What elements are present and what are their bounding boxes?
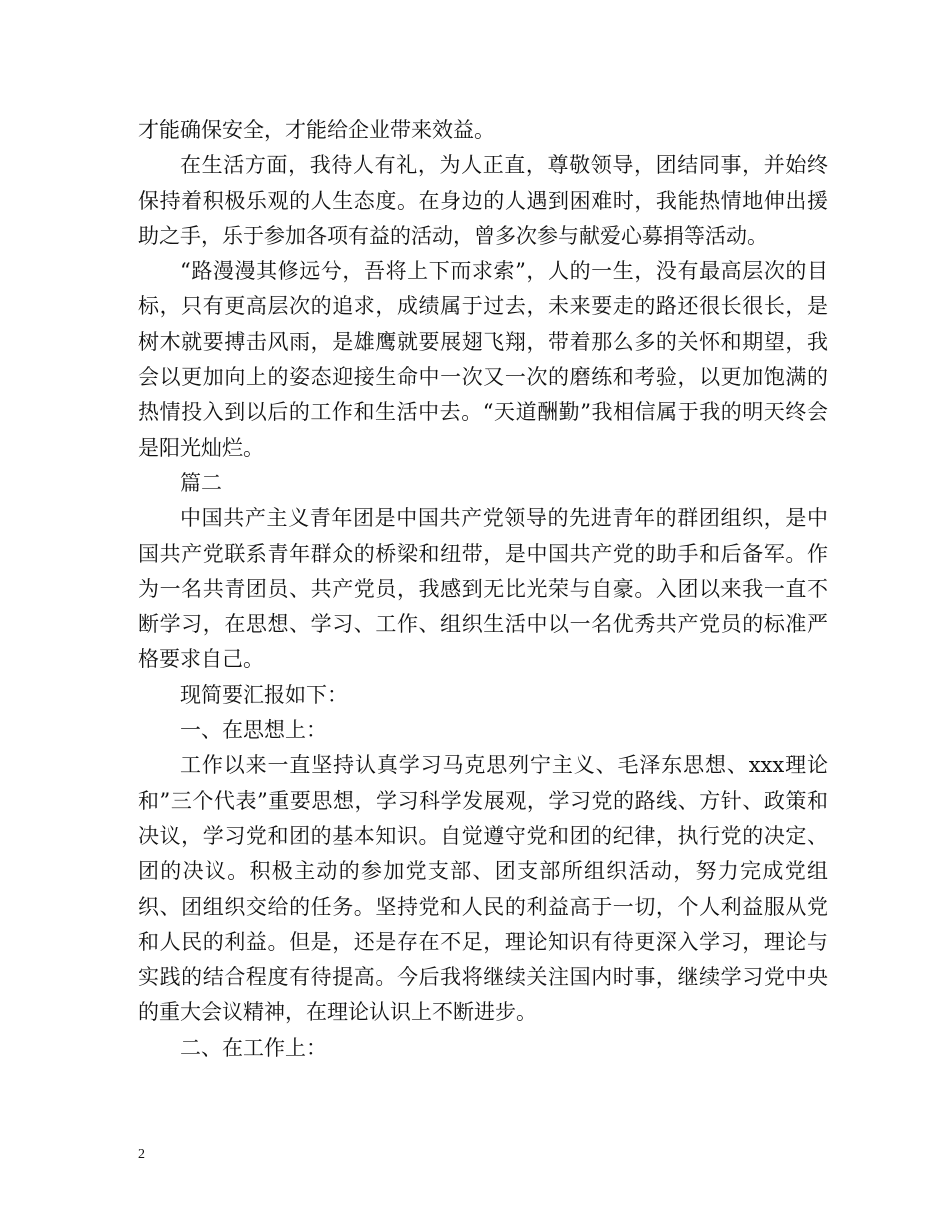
- paragraph-1: 才能确保安全，才能给企业带来效益。: [138, 118, 495, 142]
- paragraph-6: 现简要汇报如下：: [180, 682, 348, 707]
- document-body: [138, 113, 828, 1066]
- paragraph-8: 工作以来一直坚持认真学习马克思列宁主义、毛泽东思想、xxx理论和”三个代表”重要思想，学习科学发展观，学习党的路线、方针、政策和决议，学习党和团的基本知识。自觉遵守党和团的纪律，执行党的决定、团的决议。积极主动的参加党支部、团支部所组织活动，努力完成党组织、团组织交给的任务。坚持党和人民的利益高于一切，个人利益服从党和人民的利益。但是，还是存在不足，理论知识有待更深入学习，理论与实践的结合程度有待提高。今后我将继续关注国内时事，继续学习党中央的重大会议精神，在理论认识上不断进步。: [138, 753, 828, 1025]
- paragraph-5: 中国共产主义青年团是中国共产党领导的先进青年的群团组织，是中国共产党联系青年群众的桥梁和纽带，是中国共产党的助手和后备军。作为一名共青团员、共产党员，我感到无比光荣与自豪。入团以来我一直不断学习，在思想、学习、工作、组织生活中以一名优秀共产党员的标准严格要求自己。: [138, 506, 828, 672]
- subheading-thought: 一、在思想上：: [180, 718, 327, 743]
- paragraph-2: 在生活方面，我待人有礼，为人正直，尊敬领导，团结同事，并始终保持着积极乐观的人生态度。在身边的人遇到困难时，我能热情地伸出援助之手，乐于参加各项有益的活动，曾多次参与献爱心募捐等活动。: [138, 153, 828, 248]
- subheading-work: 二、在工作上：: [180, 1035, 327, 1060]
- paragraph-3: “路漫漫其修远兮，吾将上下而求索”，人的一生，没有最高层次的目标，只有更高层次的追求，成绩属于过去，未来要走的路还很长很长，是树木就要搏击风雨，是雄鹰就要展翅飞翔，带着那么多的关怀和期望，我会以更加向上的姿态迎接生命中一次又一次的磨练和考验，以更加饱满的热情投入到以后的工作和生活中去。“天道酬勤”我相信属于我的明天终会是阳光灿烂。: [138, 259, 828, 460]
- page-number: 2: [138, 1147, 145, 1162]
- section-heading-2: 篇二: [180, 470, 222, 495]
